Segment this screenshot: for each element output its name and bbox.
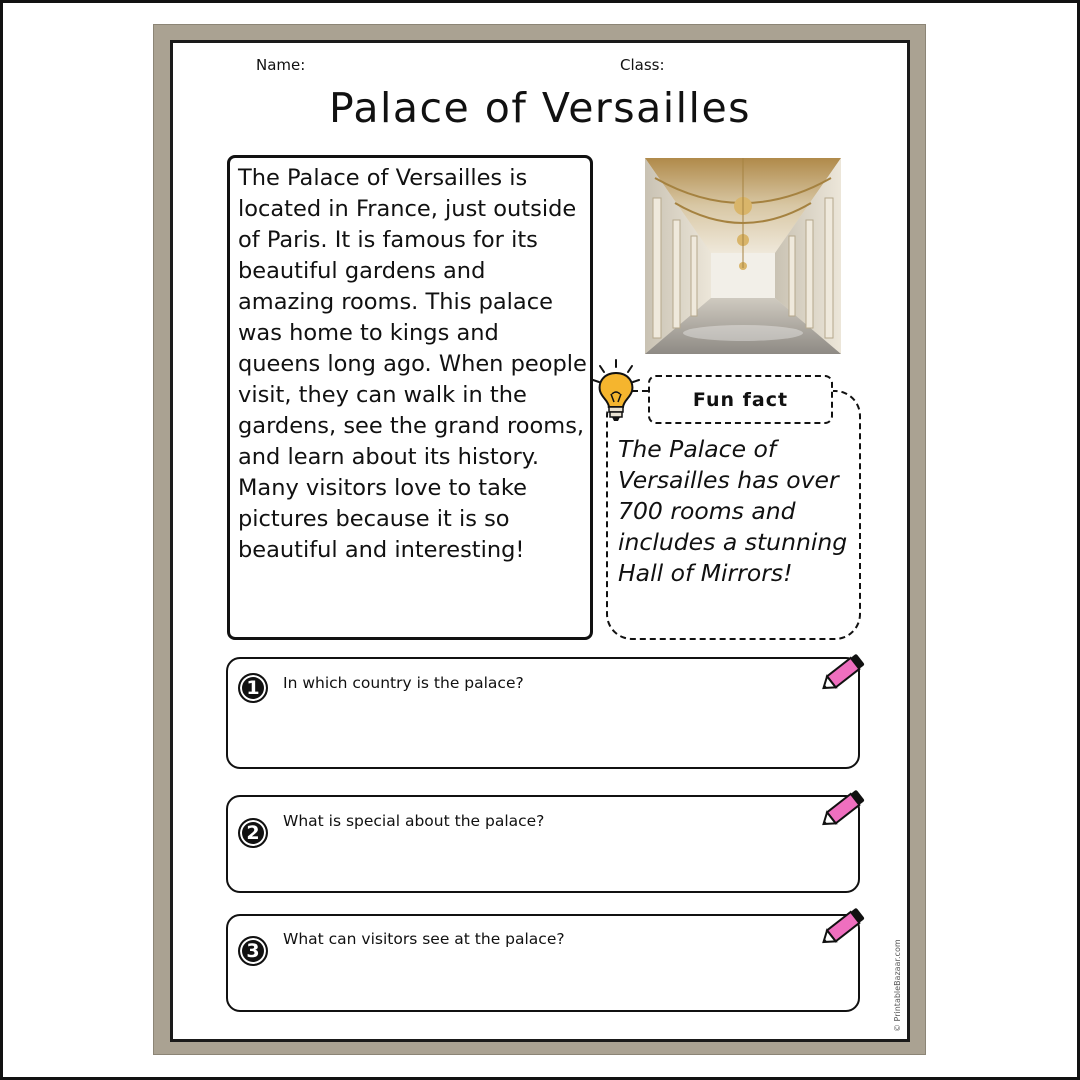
pencil-icon [818, 904, 870, 948]
page-title: Palace of Versailles [328, 84, 752, 132]
question-text-2: What is special about the palace? [283, 812, 545, 830]
answer-box-2[interactable] [226, 795, 860, 893]
name-label: Name: [256, 56, 306, 74]
pencil-icon [818, 650, 870, 694]
pencil-icon [818, 786, 870, 830]
question-number-3: 3 [238, 936, 268, 966]
hall-of-mirrors-photo [645, 158, 841, 354]
question-text-1: In which country is the palace? [283, 674, 524, 692]
passage-text: The Palace of Versailles is located in France, just outside of Paris. It is famous for its beautiful gardens and amazing rooms. This palace was home to kings and queens long ago. When people visit, they can walk in the gardens, see the grand rooms, and learn about its history. Many visitors love to take pictures because it is so beautiful and interesting! [238, 165, 587, 563]
question-number-1: 1 [238, 673, 268, 703]
fun-fact-heading: Fun fact [648, 375, 833, 424]
class-label: Class: [620, 56, 665, 74]
answer-box-3[interactable] [226, 914, 860, 1012]
lightbulb-icon [590, 358, 642, 424]
fun-fact-text: The Palace of Versailles has over 700 rooms and includes a stunning Hall of Mirrors! [618, 435, 848, 587]
question-number-2: 2 [238, 818, 268, 848]
copyright-note: © PrintableBazaar.com [893, 939, 902, 1032]
question-text-3: What can visitors see at the palace? [283, 930, 565, 948]
